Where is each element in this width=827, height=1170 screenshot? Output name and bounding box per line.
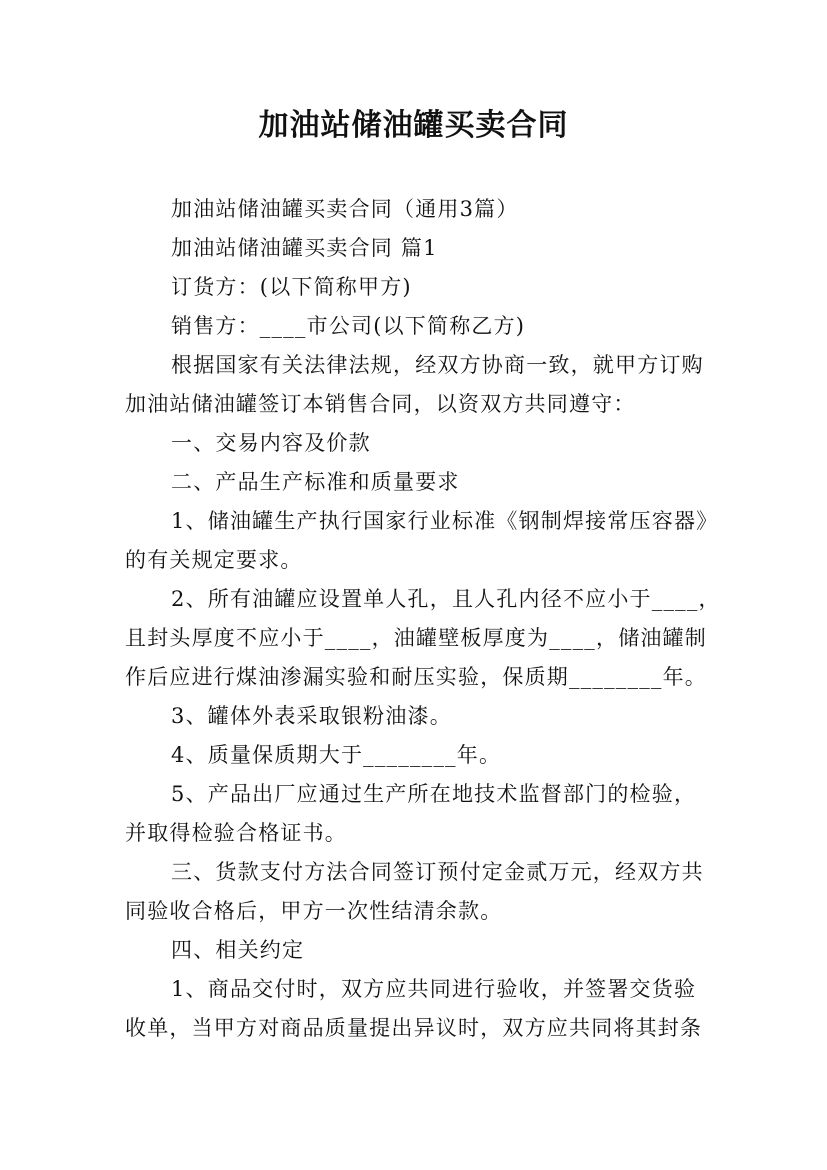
- paragraph-line: 1、商品交付时，双方应共同进行验收，并签署交货验: [171, 977, 697, 1001]
- paragraph-line: 二、产品生产标准和质量要求: [171, 470, 460, 494]
- paragraph-line: 四、相关约定: [171, 938, 305, 962]
- paragraph-line: 2、所有油罐应设置单人孔，且人孔内径不应小于____，: [171, 587, 721, 611]
- paragraph-line: 根据国家有关法律法规，经双方协商一致，就甲方订购: [171, 353, 704, 377]
- paragraph-line: 作后应进行煤油渗漏实验和耐压实验，保质期________年。: [125, 665, 707, 689]
- paragraph-line: 销售方：____市公司(以下简称乙方): [171, 314, 526, 338]
- paragraph-line: 三、货款支付方法合同签订预付定金贰万元，经双方共: [171, 860, 704, 884]
- document-body: [125, 190, 721, 1048]
- paragraph-line: 的有关规定要求。: [125, 548, 303, 572]
- paragraph-line: 加油站储油罐签订本销售合同，以资双方共同遵守：: [125, 392, 636, 416]
- paragraph-line: 且封头厚度不应小于____，油罐壁板厚度为____，储油罐制: [125, 626, 707, 650]
- paragraph-line: 5、产品出厂应通过生产所在地技术监督部门的检验，: [171, 782, 697, 806]
- paragraph-line: 同验收合格后，甲方一次性结清余款。: [125, 899, 503, 923]
- paragraph-line: 加油站储油罐买卖合同（通用3篇）: [171, 197, 519, 221]
- paragraph-line: 收单，当甲方对商品质量提出异议时，双方应共同将其封条: [125, 1016, 703, 1040]
- paragraph-line: 1、储油罐生产执行国家行业标准《钢制焊接常压容器》: [171, 509, 719, 533]
- paragraph-line: 加油站储油罐买卖合同 篇1: [171, 236, 438, 260]
- paragraph-line: 4、质量保质期大于________年。: [171, 743, 502, 767]
- paragraph-line: 一、交易内容及价款: [171, 431, 371, 455]
- paragraph-line: 并取得检验合格证书。: [125, 821, 347, 845]
- paragraph-line: 订货方：(以下简称甲方): [171, 275, 412, 299]
- document-title: 加油站储油罐买卖合同: [258, 108, 569, 143]
- paragraph-line: 3、罐体外表采取银粉油漆。: [171, 704, 452, 728]
